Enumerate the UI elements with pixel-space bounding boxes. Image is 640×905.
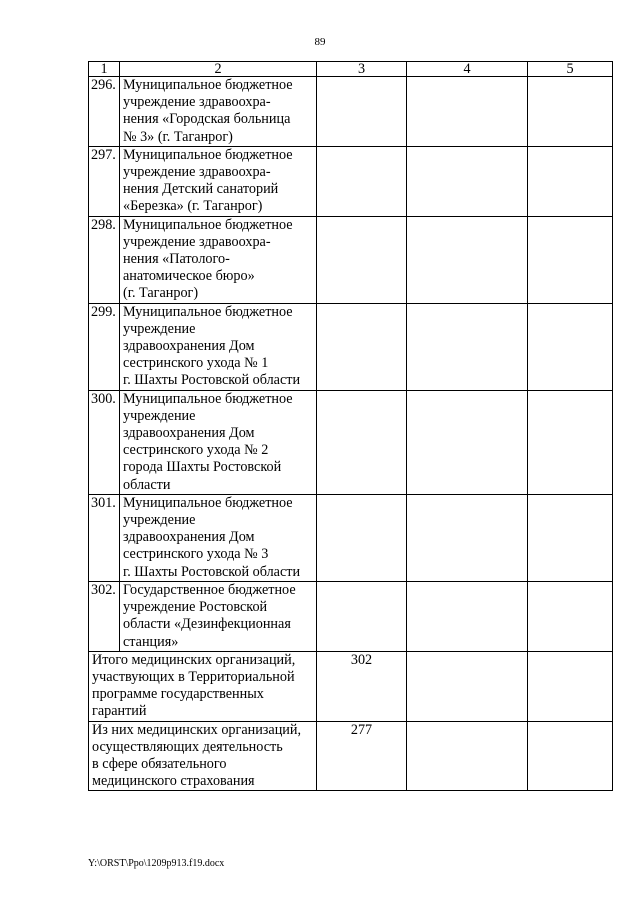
organization-name: [120, 303, 317, 390]
name-line: учреждение здравоохра-: [123, 233, 271, 250]
cell-col5: [528, 651, 613, 721]
label-line: гарантий: [92, 703, 147, 720]
name-line: области: [123, 476, 171, 493]
row-number: 299.: [89, 303, 120, 390]
label-line: участвующих в Территориальной: [92, 668, 295, 685]
cell-col5: [528, 77, 613, 147]
cell-col4: [407, 146, 528, 216]
name-line: здравоохранения Дом: [123, 529, 255, 546]
organization-name: [120, 581, 317, 651]
name-line: Муниципальное бюджетное: [123, 390, 293, 407]
table-row: [89, 581, 613, 651]
cell-col3: [317, 494, 407, 581]
table-row: [89, 146, 613, 216]
cell-col4: [407, 581, 528, 651]
cell-col3: [317, 146, 407, 216]
subtotal-row: [89, 721, 613, 791]
row-number: 300.: [89, 390, 120, 494]
name-line: (г. Таганрог): [123, 285, 199, 302]
name-line: Муниципальное бюджетное: [123, 146, 293, 163]
name-line: Муниципальное бюджетное: [123, 216, 293, 233]
name-line: Муниципальное бюджетное: [123, 494, 293, 511]
name-line: учреждение: [123, 320, 196, 337]
table-row: [89, 77, 613, 147]
cell-col3: [317, 77, 407, 147]
name-line: учреждение здравоохра-: [123, 94, 271, 111]
column-header-2: 2: [120, 62, 317, 77]
table-row: [89, 303, 613, 390]
name-line: учреждение: [123, 512, 196, 529]
cell-col3: [317, 303, 407, 390]
cell-col5: [528, 390, 613, 494]
cell-col4: [407, 77, 528, 147]
cell-col4: [407, 390, 528, 494]
cell-col4: [407, 303, 528, 390]
organization-name: [120, 77, 317, 147]
name-line: учреждение: [123, 407, 196, 424]
row-number: 298.: [89, 216, 120, 303]
cell-col4: [407, 216, 528, 303]
name-line: учреждение здравоохра-: [123, 164, 271, 181]
name-line: здравоохранения Дом: [123, 425, 255, 442]
organization-name: [120, 216, 317, 303]
file-path-footer: Y:\ORST\Ppo\1209p913.f19.docx: [88, 858, 225, 869]
column-header-4: 4: [407, 62, 528, 77]
name-line: анатомическое бюро»: [123, 268, 255, 285]
label-line: осуществляющих деятельность: [92, 738, 283, 755]
table-row: [89, 216, 613, 303]
organization-name: [120, 494, 317, 581]
label-line: медицинского страхования: [92, 773, 255, 790]
row-number: 297.: [89, 146, 120, 216]
cell-col4: [407, 651, 528, 721]
label-line: в сфере обязательного: [92, 755, 227, 772]
column-header-5: 5: [528, 62, 613, 77]
name-line: города Шахты Ростовской: [123, 459, 282, 476]
name-line: «Березка» (г. Таганрог): [123, 198, 263, 215]
cell-col3: [317, 581, 407, 651]
name-line: сестринского ухода № 2: [123, 442, 269, 459]
total-label: [89, 651, 317, 721]
subtotal-value: 277: [317, 721, 407, 791]
cell-col5: [528, 303, 613, 390]
cell-col5: [528, 721, 613, 791]
name-line: станция»: [123, 633, 179, 650]
name-line: № 3» (г. Таганрог): [123, 128, 233, 145]
total-row: [89, 651, 613, 721]
name-line: сестринского ухода № 1: [123, 355, 269, 372]
label-line: Из них медицинских организаций,: [92, 721, 302, 738]
column-header-1: 1: [89, 62, 120, 77]
cell-col5: [528, 146, 613, 216]
cell-col3: [317, 390, 407, 494]
name-line: нения Детский санаторий: [123, 181, 279, 198]
name-line: нения «Патолого-: [123, 251, 230, 268]
label-line: Итого медицинских организаций,: [92, 651, 296, 668]
cell-col5: [528, 216, 613, 303]
column-header-3: 3: [317, 62, 407, 77]
name-line: учреждение Ростовской: [123, 599, 268, 616]
page-number: 89: [314, 36, 326, 48]
name-line: области «Дезинфекционная: [123, 616, 291, 633]
total-value: 302: [317, 651, 407, 721]
name-line: Муниципальное бюджетное: [123, 77, 293, 93]
name-line: г. Шахты Ростовской области: [123, 563, 301, 580]
cell-col5: [528, 581, 613, 651]
name-line: сестринского ухода № 3: [123, 546, 269, 563]
subtotal-label: [89, 721, 317, 791]
cell-col4: [407, 721, 528, 791]
label-line: программе государственных: [92, 686, 264, 703]
row-number: 296.: [89, 77, 120, 147]
organizations-table: [88, 61, 613, 791]
cell-col5: [528, 494, 613, 581]
cell-col4: [407, 494, 528, 581]
name-line: нения «Городская больница: [123, 111, 291, 128]
name-line: г. Шахты Ростовской области: [123, 372, 301, 389]
name-line: Государственное бюджетное: [123, 581, 296, 598]
name-line: Муниципальное бюджетное: [123, 303, 293, 320]
cell-col3: [317, 216, 407, 303]
table-row: [89, 494, 613, 581]
name-line: здравоохранения Дом: [123, 338, 255, 355]
table-row: [89, 390, 613, 494]
organization-name: [120, 146, 317, 216]
table-header-row: [89, 62, 613, 77]
row-number: 301.: [89, 494, 120, 581]
row-number: 302.: [89, 581, 120, 651]
organization-name: [120, 390, 317, 494]
